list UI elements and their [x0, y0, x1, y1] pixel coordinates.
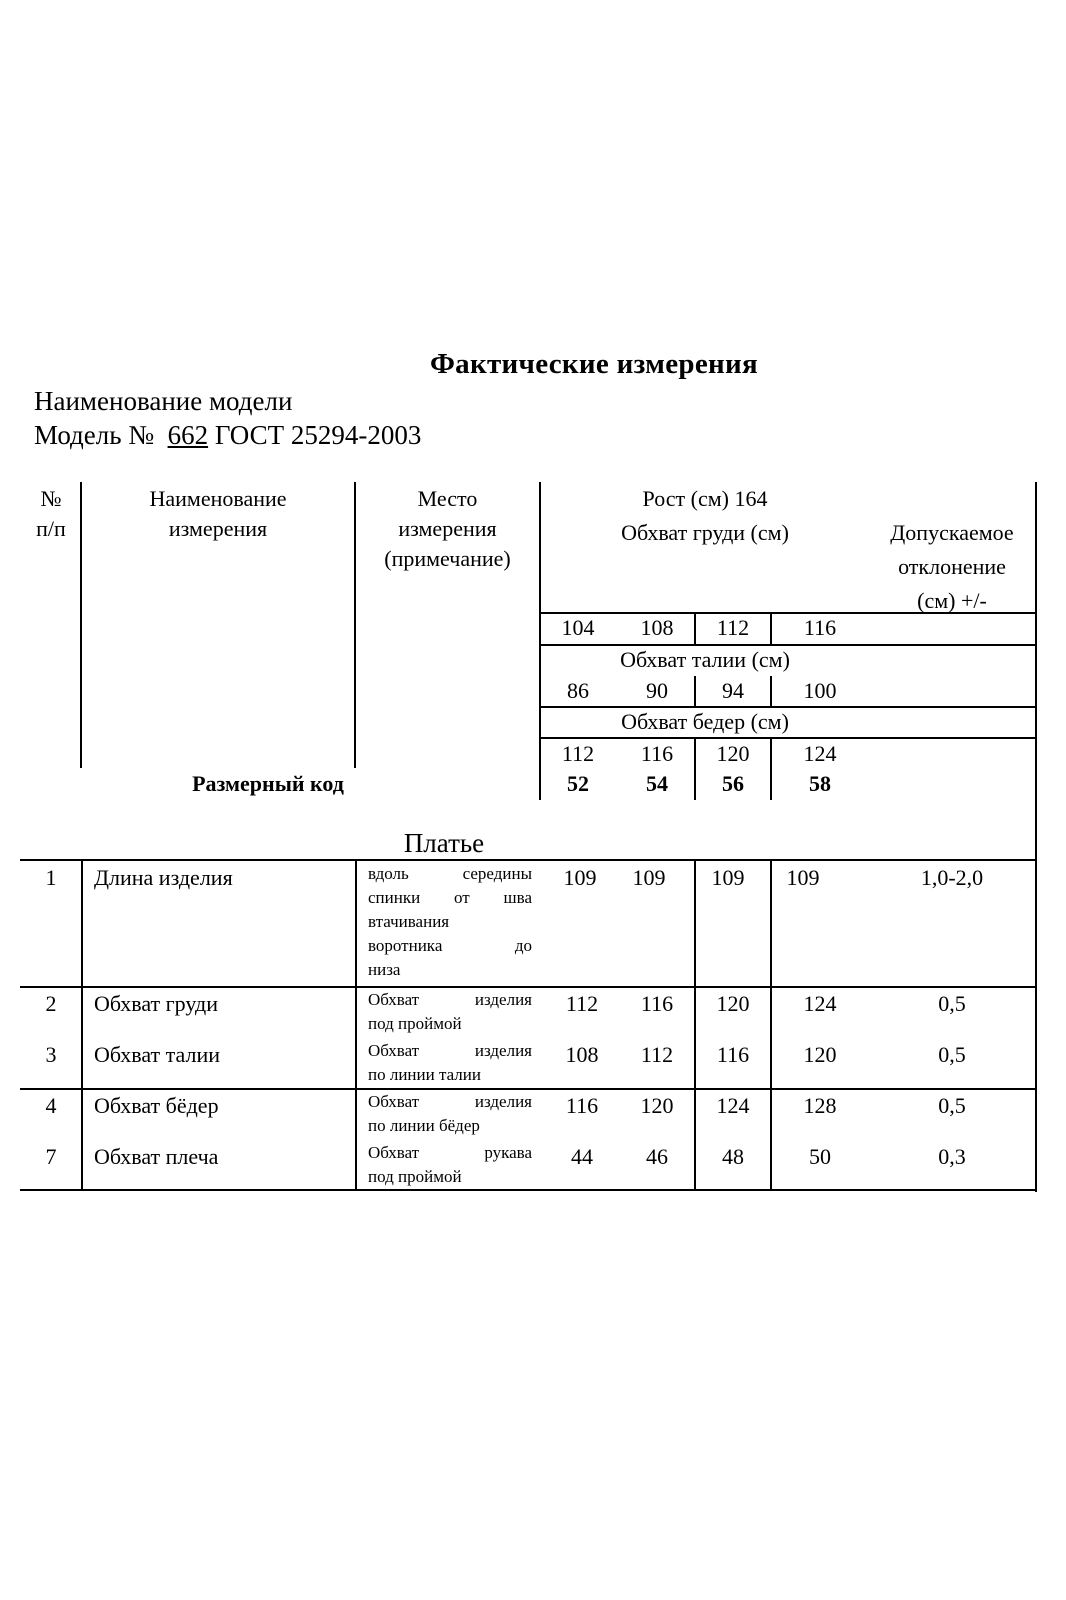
header-chest: Обхват груди (см) — [621, 520, 789, 545]
row-tolerance: 1,0-2,0 — [920, 865, 984, 890]
waist-size: 94 — [722, 678, 744, 703]
size-code: 58 — [809, 771, 831, 796]
row-value: 120 — [803, 1042, 837, 1067]
hip-size: 124 — [803, 741, 837, 766]
row-value: 112 — [565, 991, 599, 1016]
row-number: 2 — [45, 991, 57, 1016]
grid-line — [1035, 482, 1037, 1192]
header-name: Наименование измерения — [149, 486, 287, 541]
grid-line — [539, 737, 1037, 739]
header-num: № п/п — [36, 486, 66, 541]
chest-size: 108 — [640, 615, 674, 640]
waist-size: 90 — [646, 678, 668, 703]
model-no-label: Модель № — [34, 420, 155, 450]
row-number: 3 — [45, 1042, 57, 1067]
row-name: Обхват плеча — [94, 1144, 219, 1169]
row-note-line: под проймой — [368, 1014, 462, 1033]
row-value: 120 — [716, 991, 750, 1016]
grid-line — [20, 859, 1037, 861]
waist-size: 100 — [803, 678, 837, 703]
row-value: 120 — [640, 1093, 674, 1118]
row-note — [368, 988, 532, 1036]
row-note-line: воротника до — [368, 936, 532, 955]
row-value: 44 — [571, 1144, 593, 1169]
row-value: 109 — [711, 865, 745, 890]
header-height: Рост (см) 164 — [642, 486, 768, 511]
row-name: Обхват талии — [94, 1042, 221, 1067]
row-note-line: спинки от шва — [368, 888, 532, 907]
row-number: 7 — [45, 1144, 57, 1169]
size-code: 52 — [567, 771, 589, 796]
row-note — [368, 1090, 532, 1138]
model-no-value: 662 — [167, 420, 209, 450]
row-value: 46 — [646, 1144, 668, 1169]
waist-size: 86 — [567, 678, 589, 703]
row-value: 109 — [632, 865, 666, 890]
row-note-line: по линии бёдер — [368, 1116, 480, 1135]
row-tolerance: 0,5 — [938, 1093, 966, 1118]
row-value: 112 — [640, 1042, 674, 1067]
size-code-label: Размерный код — [192, 771, 344, 796]
hip-size: 120 — [716, 741, 750, 766]
row-value: 116 — [716, 1042, 750, 1067]
row-number: 4 — [45, 1093, 57, 1118]
row-note-line: низа — [368, 960, 401, 979]
row-value: 48 — [722, 1144, 744, 1169]
hip-size: 116 — [640, 741, 674, 766]
grid-line — [694, 859, 696, 1191]
row-tolerance: 0,5 — [938, 991, 966, 1016]
grid-line — [81, 859, 83, 1191]
row-tolerance: 0,5 — [938, 1042, 966, 1067]
row-value: 50 — [809, 1144, 831, 1169]
page-title: Фактические измерения — [429, 348, 759, 380]
row-note — [368, 1141, 532, 1189]
row-name: Обхват груди — [94, 991, 218, 1016]
row-note-line: под проймой — [368, 1167, 462, 1186]
size-code: 56 — [722, 771, 744, 796]
chest-size: 116 — [803, 615, 837, 640]
row-note-line: вдоль середины — [368, 864, 532, 883]
chest-size: 104 — [561, 615, 595, 640]
header-tolerance: Допускаемое отклонение (см) +/- — [890, 520, 1014, 613]
row-name: Обхват бёдер — [94, 1093, 219, 1118]
model-number-line — [34, 420, 421, 451]
grid-line — [770, 859, 772, 1191]
row-value: 109 — [563, 865, 597, 890]
size-code: 54 — [646, 771, 668, 796]
row-note-line: Обхват изделия — [368, 1092, 532, 1111]
grid-line — [20, 1189, 1037, 1191]
row-note — [368, 862, 532, 982]
header-hips: Обхват бедер (см) — [621, 709, 789, 734]
row-value: 128 — [803, 1093, 837, 1118]
row-value: 124 — [803, 991, 837, 1016]
row-note-line: Обхват изделия — [368, 990, 532, 1009]
row-value: 108 — [565, 1042, 599, 1067]
row-value: 109 — [786, 865, 820, 890]
model-name-label: Наименование модели — [34, 386, 293, 416]
row-note-line: по линии талии — [368, 1065, 481, 1084]
chest-size: 112 — [716, 615, 750, 640]
row-note-line: Обхват рукава — [368, 1143, 532, 1162]
grid-line — [355, 859, 357, 1191]
row-tolerance: 0,3 — [938, 1144, 966, 1169]
row-note — [368, 1039, 532, 1087]
row-note-line: втачивания — [368, 912, 450, 931]
row-note-line: Обхват изделия — [368, 1041, 532, 1060]
header-waist: Обхват талии (см) — [620, 647, 790, 672]
row-value: 116 — [640, 991, 674, 1016]
row-name: Длина изделия — [94, 865, 233, 890]
row-value: 124 — [716, 1093, 750, 1118]
header-place: Место измерения (примечание) — [384, 486, 511, 571]
row-value: 116 — [565, 1093, 599, 1118]
row-number: 1 — [45, 865, 57, 890]
section-title: Платье — [403, 828, 485, 858]
hip-size: 112 — [561, 741, 595, 766]
standard-label: ГОСТ 25294-2003 — [214, 420, 422, 450]
